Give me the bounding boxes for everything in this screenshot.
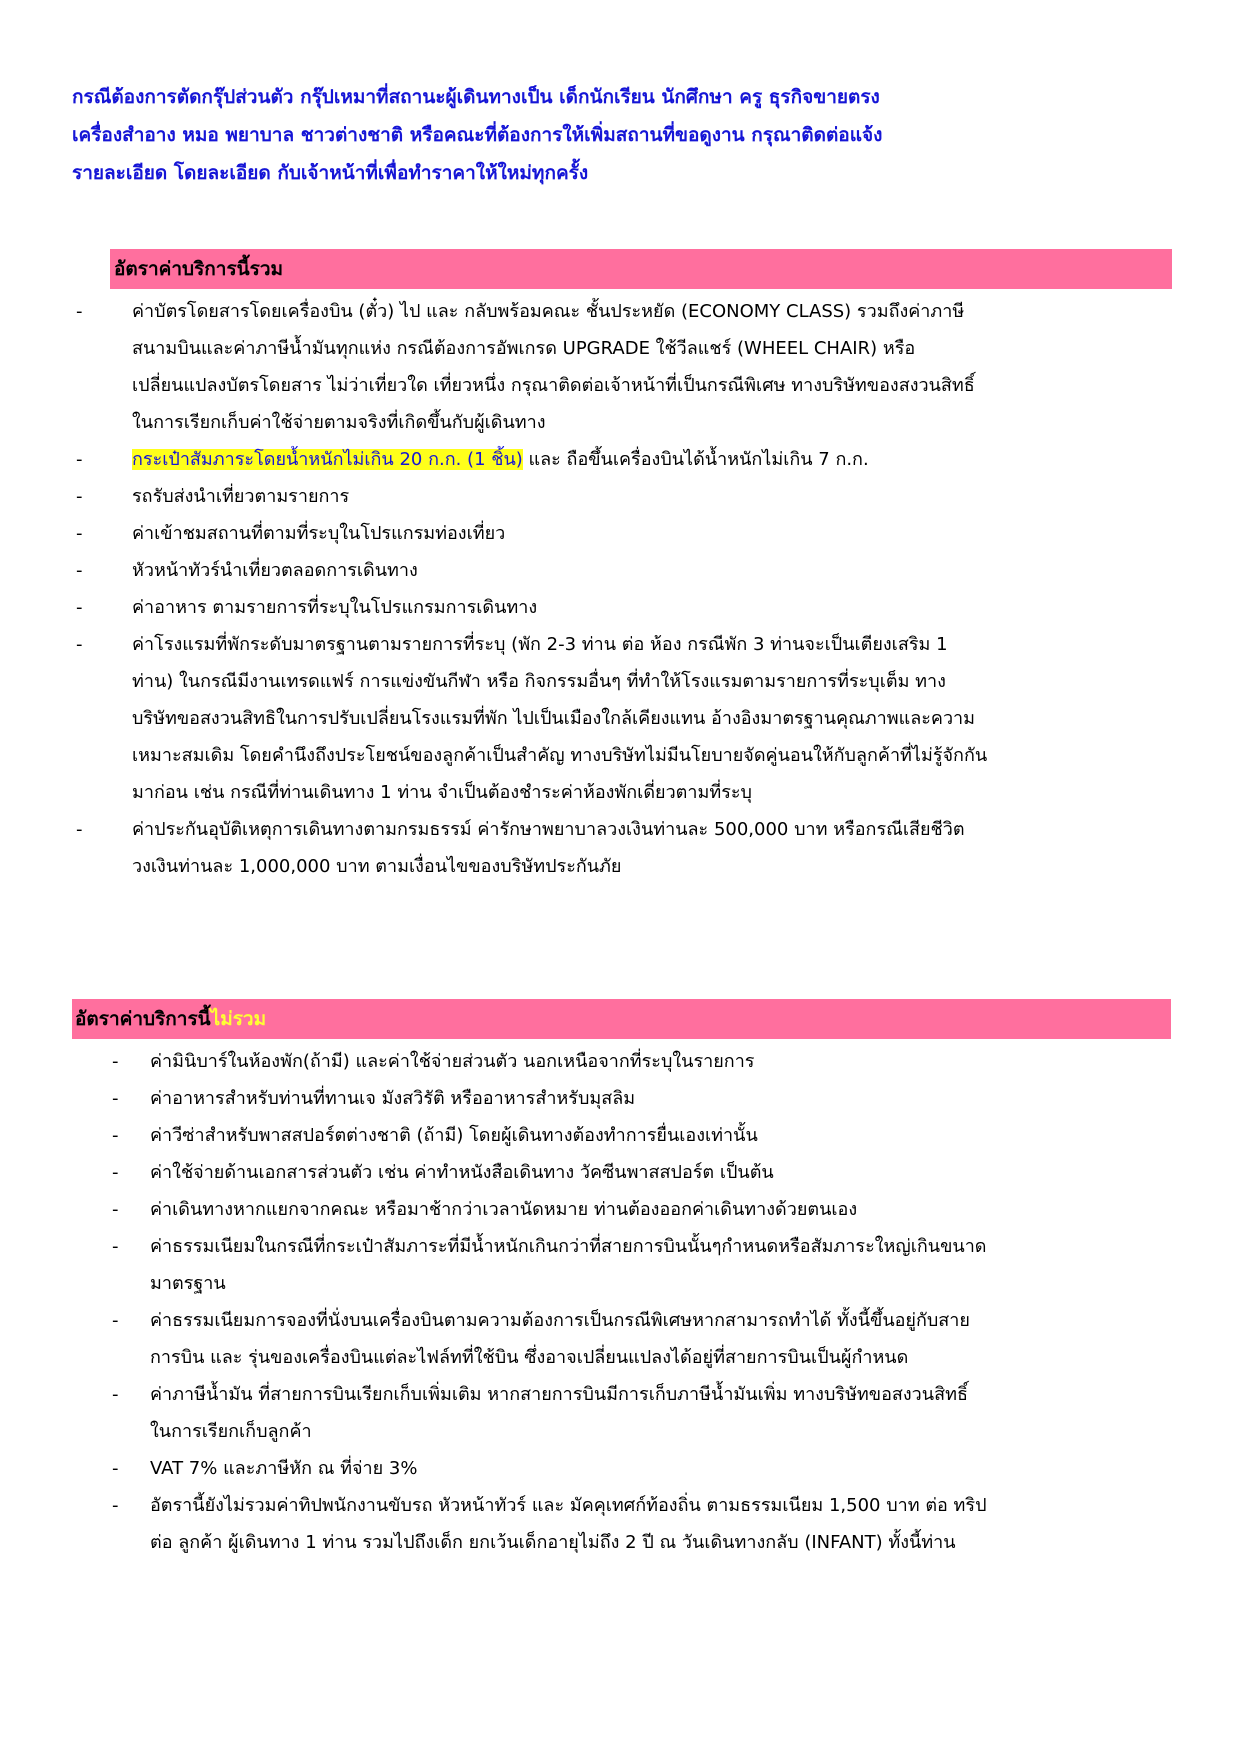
list-item-line: ค่าประกันอุบัติเหตุการเดินทางตามกรมธรรม์ ค่ารักษาพยาบาลวงเงินท่านละ 500,000 บาท หรือกรณีเสียชีวิต — [132, 819, 965, 840]
list-item-line: ในการเรียกเก็บลูกค้า — [150, 1421, 312, 1442]
bullet-dash: - — [76, 634, 83, 655]
bullet-dash: - — [76, 597, 83, 618]
list-item-text — [150, 1191, 1172, 1228]
list-item — [112, 1302, 1172, 1376]
list-item-line: ในการเรียกเก็บค่าใช้จ่ายตามจริงที่เกิดขึ้นกับผู้เดินทาง — [132, 412, 546, 433]
list-item-text — [150, 1450, 1172, 1487]
list-item-text — [150, 1302, 1172, 1376]
highlighted-text: กระเป๋าสัมภาระโดยน้ำหนักไม่เกิน 20 ก.ก. (1 ชิ้น) — [132, 449, 523, 470]
list-item-text — [132, 626, 1172, 811]
list-item-line: รถรับส่งนำเที่ยวตามรายการ — [132, 486, 350, 507]
list-item-text — [150, 1043, 1172, 1080]
bullet-dash: - — [112, 1199, 119, 1220]
list-item-line: ต่อ ลูกค้า ผู้เดินทาง 1 ท่าน รวมไปถึงเด็ก ยกเว้นเด็กอายุไม่ถึง 2 ปี ณ วันเดินทางกลับ (INFANT) ทั้งนี้ท่าน — [150, 1532, 956, 1553]
list-item-line — [132, 441, 1172, 478]
list-item-line: เปลี่ยนแปลงบัตรโดยสาร ไม่ว่าเที่ยวใด เที่ยวหนึ่ง กรุณาติดต่อเจ้าหน้าที่เป็นกรณีพิเศษ ทางบริษัทของสงวนสิทธิ์ — [132, 375, 975, 396]
bullet-dash: - — [112, 1051, 119, 1072]
list-item — [72, 552, 1172, 589]
included-list — [72, 293, 1172, 885]
list-item-line: ค่าภาษีน้ำมัน ที่สายการบินเรียกเก็บเพิ่มเติม หากสายการบินมีการเก็บภาษีน้ำมันเพิ่ม ทางบริษัทขอสงวนสิทธิ์ — [150, 1384, 968, 1405]
list-item-line: ท่าน) ในกรณีมีงานเทรดแฟร์ การแข่งขันกีฬา หรือ กิจกรรมอื่นๆ ที่ทำให้โรงแรมตามรายการที่ระบุเต็ม ทาง — [132, 671, 946, 692]
list-item-line: มาตรฐาน — [150, 1273, 226, 1294]
list-item-text — [132, 589, 1172, 626]
list-item-line: ค่าโรงแรมที่พักระดับมาตรฐานตามรายการที่ระบุ (พัก 2-3 ท่าน ต่อ ห้อง กรณีพัก 3 ท่านจะเป็นเตียงเสริม 1 — [132, 634, 948, 655]
bullet-dash: - — [76, 449, 83, 470]
bullet-dash: - — [112, 1088, 119, 1109]
bullet-dash: - — [76, 486, 83, 507]
list-item-line: ค่าบัตรโดยสารโดยเครื่องบิน (ตั๋ว) ไป และ กลับพร้อมคณะ ชั้นประหยัด (ECONOMY CLASS) รวมถึงค่าภาษี — [132, 301, 965, 322]
list-item-text — [132, 552, 1172, 589]
list-item — [112, 1043, 1172, 1080]
list-item — [72, 626, 1172, 811]
list-item — [72, 478, 1172, 515]
bullet-dash: - — [76, 301, 83, 322]
bullet-dash: - — [112, 1236, 119, 1257]
list-item-line: ค่าอาหาร ตามรายการที่ระบุในโปรแกรมการเดินทาง — [132, 597, 538, 618]
list-item — [72, 515, 1172, 552]
list-item-line: อัตรานี้ยังไม่รวมค่าทิปพนักงานขับรถ หัวหน้าทัวร์ และ มัคคุเทศก์ท้องถิ่น ตามธรรมเนียม 1,500 บาท ต่อ ทริป — [150, 1495, 987, 1516]
list-item-line: มาก่อน เช่น กรณีที่ท่านเดินทาง 1 ท่าน จำเป็นต้องชำระค่าห้องพักเดี่ยวตามที่ระบุ — [132, 782, 752, 803]
bullet-dash: - — [112, 1384, 119, 1405]
list-item-text — [150, 1154, 1172, 1191]
bullet-dash: - — [112, 1458, 119, 1479]
excluded-heading-highlight: ไม่รวม — [210, 1008, 267, 1030]
list-item-line: บริษัทขอสงวนสิทธิในการปรับเปลี่ยนโรงแรมที่พัก ไปเป็นเมืองใกล้เคียงแทน อ้างอิงมาตรฐานคุณภาพและความ — [132, 708, 976, 729]
list-item-text — [132, 441, 1172, 478]
list-item — [112, 1487, 1172, 1561]
list-item-line: ค่าวีซ่าสำหรับพาสสปอร์ตต่างชาติ (ถ้ามี) โดยผู้เดินทางต้องทำการยื่นเองเท่านั้น — [150, 1125, 758, 1146]
list-item-line: ค่าใช้จ่ายด้านเอกสารส่วนตัว เช่น ค่าทำหนังสือเดินทาง วัคซีนพาสสปอร์ต เป็นต้น — [150, 1162, 774, 1183]
list-item-text — [132, 515, 1172, 552]
list-item-text — [150, 1376, 1172, 1450]
list-item — [112, 1228, 1172, 1302]
excluded-heading: อัตราค่าบริการนี้ — [75, 1008, 211, 1030]
list-item-text — [150, 1080, 1172, 1117]
intro-paragraph — [72, 78, 1172, 192]
list-item-line: สนามบินและค่าภาษีน้ำมันทุกแห่ง กรณีต้องการอัพเกรด UPGRADE ใช้วีลแชร์ (WHEEL CHAIR) หรือ — [132, 338, 916, 359]
list-item — [72, 441, 1172, 478]
list-item-text — [150, 1228, 1172, 1302]
included-heading-band — [110, 249, 1172, 289]
list-item — [72, 811, 1172, 885]
list-item — [72, 293, 1172, 441]
included-heading: อัตราค่าบริการนี้รวม — [114, 258, 284, 280]
list-item-text — [132, 811, 1172, 885]
list-item — [112, 1191, 1172, 1228]
list-item — [72, 589, 1172, 626]
intro-line: กรณีต้องการตัดกรุ๊ปส่วนตัว กรุ๊ปเหมาที่สถานะผู้เดินทางเป็น เด็กนักเรียน นักศึกษา ครู ธุรกิจขายตรง — [72, 86, 880, 108]
list-item-line: ค่าธรรมเนียมการจองที่นั่งบนเครื่องบินตามความต้องการเป็นกรณีพิเศษหากสามารถทำได้ ทั้งนี้ขึ้นอยู่กับสาย — [150, 1310, 970, 1331]
list-item — [112, 1154, 1172, 1191]
list-item — [112, 1376, 1172, 1450]
list-item-line: การบิน และ รุ่นของเครื่องบินแต่ละไฟล์ทที่ใช้บิน ซึ่งอาจเปลี่ยนแปลงได้อยู่ที่สายการบินเป็นผู้กำหนด — [150, 1347, 909, 1368]
list-item-line: ค่าอาหารสำหรับท่านที่ทานเจ มังสวิรัติ หรืออาหารสำหรับมุสลิม — [150, 1088, 636, 1109]
intro-line: เครื่องสำอาง หมอ พยาบาล ชาวต่างชาติ หรือคณะที่ต้องการให้เพิ่มสถานที่ขอดูงาน กรุณาติดต่อแจ้ง — [72, 124, 883, 146]
list-item — [112, 1450, 1172, 1487]
bullet-dash: - — [112, 1310, 119, 1331]
bullet-dash: - — [76, 560, 83, 581]
bullet-dash: - — [112, 1495, 119, 1516]
list-item-text — [150, 1117, 1172, 1154]
list-item-rest: และ ถือขึ้นเครื่องบินได้น้ำหนักไม่เกิน 7 ก.ก. — [522, 449, 869, 470]
list-item-line: VAT 7% และภาษีหัก ณ ที่จ่าย 3% — [150, 1458, 418, 1479]
list-item-line: วงเงินท่านละ 1,000,000 บาท ตามเงื่อนไขของบริษัทประกันภัย — [132, 856, 622, 877]
list-item-line: ค่าธรรมเนียมในกรณีที่กระเป๋าสัมภาระที่มีน้ำหนักเกินกว่าที่สายการบินนั้นๆกำหนดหรือสัมภาระใหญ่เกินขนาด — [150, 1236, 987, 1257]
list-item-text — [132, 293, 1172, 441]
bullet-dash: - — [112, 1125, 119, 1146]
bullet-dash: - — [112, 1162, 119, 1183]
intro-line: รายละเอียด โดยละเอียด กับเจ้าหน้าที่เพื่อทำราคาให้ใหม่ทุกครั้ง — [72, 162, 589, 184]
list-item-text — [150, 1487, 1172, 1561]
excluded-heading-band — [72, 999, 1171, 1039]
bullet-dash: - — [76, 819, 83, 840]
list-item — [112, 1080, 1172, 1117]
list-item-line: เหมาะสมเดิม โดยคำนึงถึงประโยชน์ของลูกค้าเป็นสำคัญ ทางบริษัทไม่มีนโยบายจัดคู่นอนให้กับลูกค้าที่ไม่รู้จักกัน — [132, 745, 988, 766]
list-item-text — [132, 478, 1172, 515]
excluded-list — [112, 1043, 1172, 1561]
list-item — [112, 1117, 1172, 1154]
list-item-line: หัวหน้าทัวร์นำเที่ยวตลอดการเดินทาง — [132, 560, 418, 581]
bullet-dash: - — [76, 523, 83, 544]
list-item-line: ค่าเข้าชมสถานที่ตามที่ระบุในโปรแกรมท่องเที่ยว — [132, 523, 506, 544]
list-item-line: ค่าเดินทางหากแยกจากคณะ หรือมาช้ากว่าเวลานัดหมาย ท่านต้องออกค่าเดินทางด้วยตนเอง — [150, 1199, 858, 1220]
list-item-line: ค่ามินิบาร์ในห้องพัก(ถ้ามี) และค่าใช้จ่ายส่วนตัว นอกเหนือจากที่ระบุในรายการ — [150, 1051, 755, 1072]
